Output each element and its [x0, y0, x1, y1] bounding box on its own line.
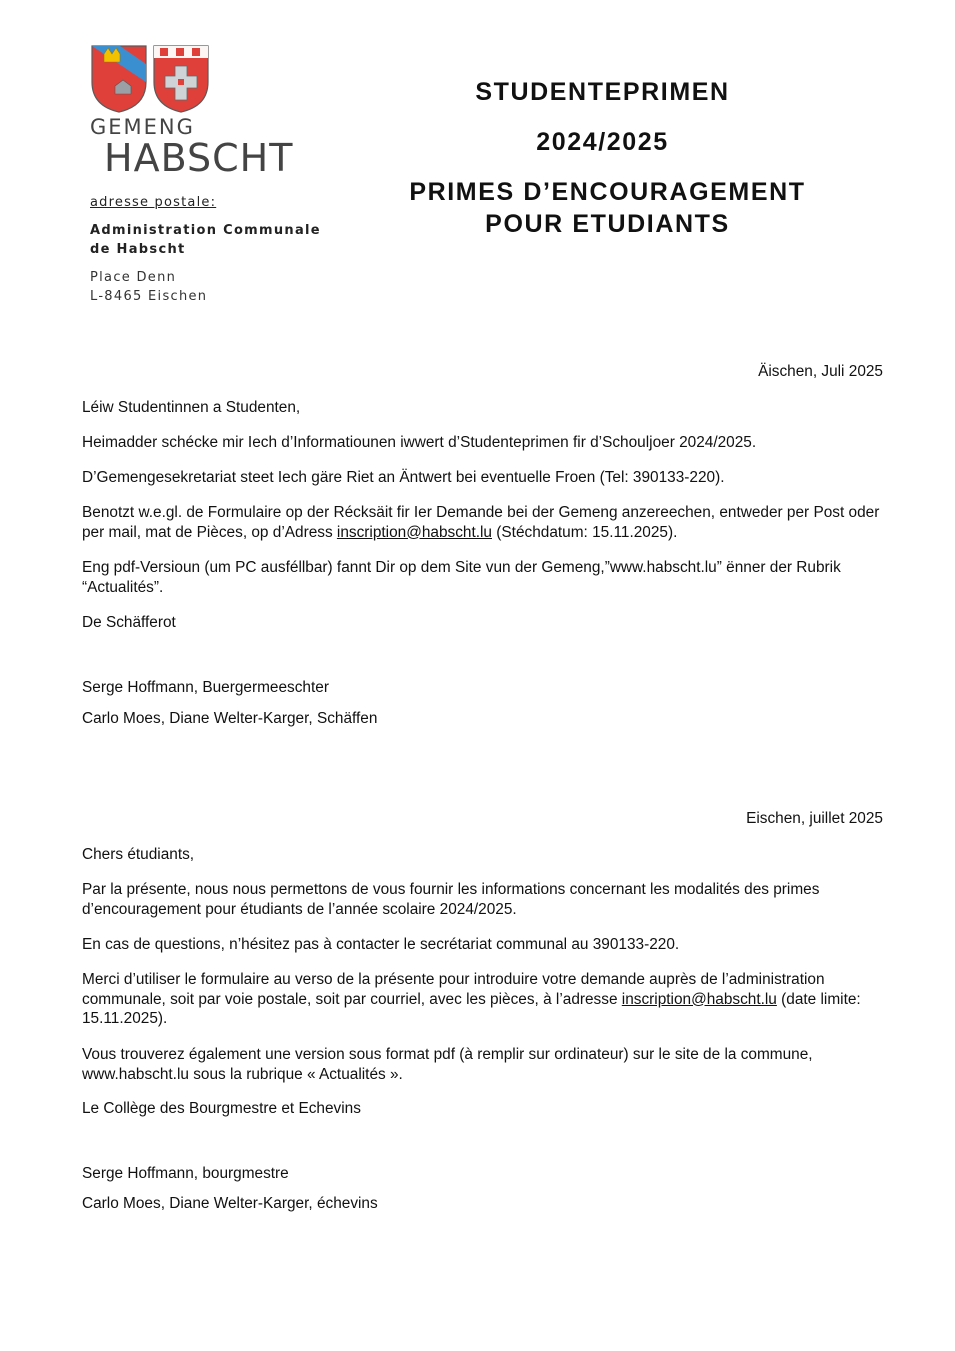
title-line-a: PRIMES D’ENCOURAGEMENT	[409, 178, 806, 206]
address-admin-line-1: Administration Communale	[90, 223, 321, 238]
lux-p3-text-a: Benotzt w.e.gl. de Formulaire op der Récksäit fir Ier Demande bei der Gemeng anzereechen, entweder per Post oder per mail, mat de Pièces, op d’Adress	[82, 504, 880, 541]
left-shield-icon	[92, 46, 146, 112]
fr-paragraph-3	[82, 970, 883, 1029]
fr-signature-1: Serge Hoffmann, bourgmestre	[82, 1165, 289, 1182]
title-primes-encouragement	[380, 176, 835, 240]
fr-date: Eischen, juillet 2025	[746, 810, 883, 827]
lux-paragraph-2: D’Gemengesekretariat steet Iech gäre Riet an Äntwert bei eventuelle Froen (Tel: 390133-220).	[82, 469, 725, 486]
fr-p3-text-a: Merci d’utiliser le formulaire au verso de la présente pour introduire votre demande auprès de l’administration communale, soit par voie postale, soit par courriel, avec les pièces, à l’adresse	[82, 971, 825, 1008]
lux-paragraph-4: Eng pdf-Versioun (um PC ausféllbar) fannt Dir op dem Site vun der Gemeng,”www.habscht.lu” ënner der Rubrik “Actualités”.	[82, 559, 841, 596]
address-label: adresse postale:	[90, 195, 217, 210]
lux-p3-text-b: (Stéchdatum: 15.11.2025).	[492, 523, 678, 541]
fr-greeting: Chers étudiants,	[82, 846, 195, 863]
title-line-b: POUR ETUDIANTS	[485, 210, 730, 238]
coat-of-arms-logo	[90, 44, 210, 114]
title-studenteprimen: STUDENTEPRIMEN	[475, 78, 730, 106]
fr-paragraph-4: Vous trouverez également une version sous format pdf (à remplir sur ordinateur) sur le site de la commune, www.habscht.lu sous la rubrique « Actualités ».	[82, 1046, 813, 1083]
lux-greeting: Léiw Studentinnen a Studenten,	[82, 399, 301, 416]
title-school-year: 2024/2025	[536, 128, 669, 156]
address-admin-line-2: de Habscht	[90, 242, 186, 257]
lux-paragraph-1: Heimadder schécke mir Iech d’Informatiounen iwwert d’Studenteprimen fir d’Schouljoer 2024/2025.	[82, 434, 757, 451]
address-city: L-8465 Eischen	[90, 289, 208, 304]
lux-signature-2: Carlo Moes, Diane Welter-Karger, Schäffen	[82, 710, 378, 727]
fr-closing: Le Collège des Bourgmestre et Echevins	[82, 1100, 361, 1117]
lux-signature-1: Serge Hoffmann, Buergermeeschter	[82, 679, 329, 696]
fr-p3-text-b: (date limite: 15.11.2025).	[82, 990, 861, 1027]
lux-paragraph-3	[82, 503, 883, 542]
fr-signature-2: Carlo Moes, Diane Welter-Karger, échevins	[82, 1195, 378, 1212]
address-administration	[90, 221, 321, 259]
address-street: Place Denn	[90, 270, 177, 285]
address-place	[90, 268, 207, 306]
lux-date: Äischen, Juli 2025	[758, 363, 883, 380]
right-shield-icon	[154, 46, 208, 112]
fr-paragraph-2: En cas de questions, n’hésitez pas à contacter le secrétariat communal au 390133-220.	[82, 936, 680, 953]
fr-paragraph-1: Par la présente, nous nous permettons de vous fournir les informations concernant les modalités des primes d’encouragement pour étudiants de l’année scolaire 2024/2025.	[82, 881, 820, 918]
lux-email-link[interactable]: inscription@habscht.lu	[336, 523, 492, 541]
logo-text-gemeng: GEMENG	[90, 115, 195, 139]
lux-closing: De Schäfferot	[82, 614, 176, 631]
logo-text-habscht: HABSCHT	[104, 136, 294, 180]
fr-email-link[interactable]: inscription@habscht.lu	[621, 990, 777, 1008]
